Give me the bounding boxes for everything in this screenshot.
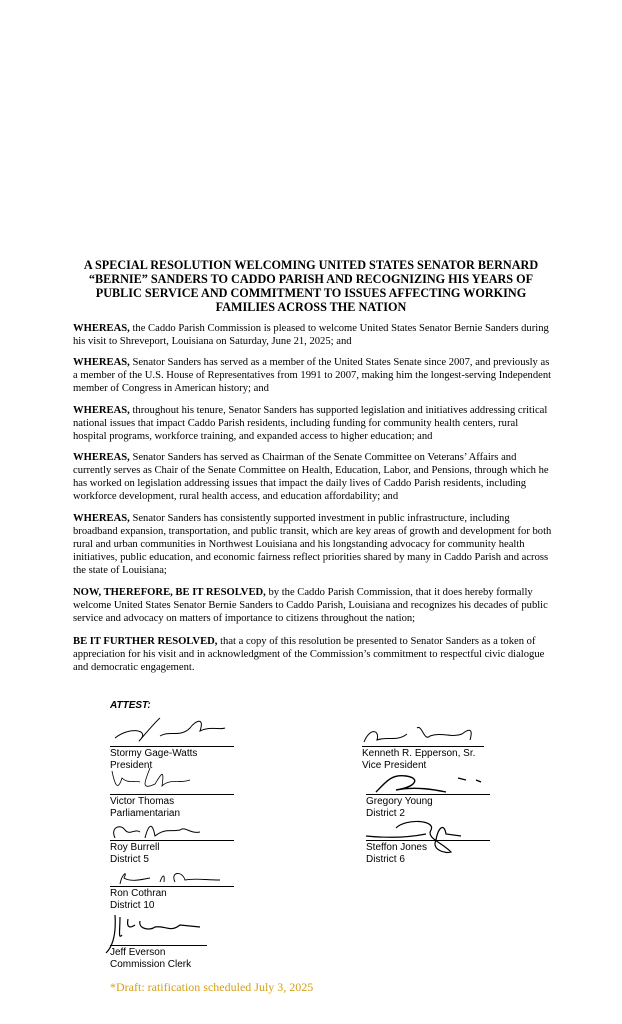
signatory-name: Roy Burrell: [110, 842, 160, 853]
signatory-name: Jeff Everson: [110, 947, 166, 958]
signature-image: [366, 772, 490, 794]
signature-image: [110, 766, 234, 794]
signatory-role: District 10: [110, 899, 155, 911]
paragraph-whereas-3: [73, 405, 553, 444]
signatory-role: District 5: [110, 853, 149, 865]
signature-block: [366, 840, 490, 865]
signature-block: [110, 945, 207, 970]
signature-image: [110, 915, 210, 955]
signature-image: [110, 818, 234, 840]
paragraph-resolved: [73, 587, 553, 626]
paragraph-text: that a copy of this resolution be presented to Senator Sanders as a token of appreciation for his visit and in acknowledgment of the Commission’s commitment to respectful civic dialogue and democratic engagement.: [73, 636, 545, 673]
paragraph-whereas-4: [73, 452, 553, 504]
signatory-role: District 6: [366, 853, 405, 865]
signature-block: [366, 794, 490, 819]
paragraph-lead: WHEREAS,: [73, 452, 130, 463]
paragraph-lead: WHEREAS,: [73, 405, 130, 416]
draft-note: *Draft: ratification scheduled July 3, 2025: [110, 980, 314, 994]
paragraph-text: by the Caddo Parish Commission, that it does hereby formally welcome United States Senator Bernie Sanders to Caddo Parish, Louisiana and recognizes his decades of public service and advocacy on matters of importance to citizens throughout the nation;: [73, 587, 548, 624]
paragraph-text: the Caddo Parish Commission is pleased to welcome United States Senator Bernie Sanders during his visit to Shreveport, Louisiana on Saturday, June 21, 2025; and: [73, 323, 549, 347]
paragraph-text: Senator Sanders has served as Chairman of the Senate Committee on Veterans’ Affairs and currently serves as Chair of the Senate Committee on Health, Education, Labor, and Pensions, through which he has worked on legislation addressing issues that impact the daily lives of Caddo Parish residents, including workforce development, rural health access, and education affordability; and: [73, 452, 549, 502]
paragraph-lead: BE IT FURTHER RESOLVED,: [73, 636, 218, 647]
signatory-name: Stormy Gage-Watts: [110, 748, 198, 759]
signatory-name: Gregory Young: [366, 796, 433, 807]
signatory-name: Steffon Jones: [366, 842, 427, 853]
paragraph-further-resolved: [73, 636, 553, 675]
paragraph-lead: WHEREAS,: [73, 357, 130, 368]
signature-image: [362, 722, 484, 746]
paragraph-lead: NOW, THEREFORE, BE IT RESOLVED,: [73, 587, 266, 598]
signature-block: [110, 886, 234, 911]
paragraph-whereas-1: [73, 323, 553, 349]
signature-block: [110, 840, 234, 865]
paragraph-text: Senator Sanders has consistently supported investment in public infrastructure, including broadband expansion, transportation, and public transit, which are key areas of growth and development for both rural and urban communities in Northwest Louisiana and his longstanding advocacy for community health initiatives, public education, and economic fairness reflect priorities shared by many in Caddo Parish and across the state of Louisiana;: [73, 513, 552, 576]
signatory-name: Victor Thomas: [110, 796, 175, 807]
paragraph-whereas-5: [73, 513, 553, 578]
signatory-name: Kenneth R. Epperson, Sr.: [362, 748, 476, 759]
paragraph-text: Senator Sanders has served as a member of the United States Senate since 2007, and previously as a member of the U.S. House of Representatives from 1991 to 2007, making him the longest-serving Independent member of Congress in American history; and: [73, 357, 552, 394]
signature-block: [110, 794, 234, 819]
signature-block: [362, 746, 484, 771]
signatory-role: President: [110, 759, 153, 771]
signatory-role: Vice President: [362, 759, 427, 771]
signatory-role: District 2: [366, 807, 405, 819]
signatory-role: Commission Clerk: [110, 958, 192, 970]
signature-image: [366, 820, 490, 854]
signature-image: [110, 868, 234, 886]
paragraph-lead: WHEREAS,: [73, 323, 130, 334]
attest-label: ATTEST:: [110, 700, 151, 711]
signature-image: [110, 716, 234, 746]
paragraph-text: throughout his tenure, Senator Sanders has supported legislation and initiatives addressing critical national issues that impact Caddo Parish residents, including funding for community health centers, rural hospital programs, workforce training, and expanded access to higher education; and: [73, 405, 548, 442]
signatory-role: Parliamentarian: [110, 807, 181, 819]
resolution-title: A SPECIAL RESOLUTION WELCOMING UNITED STATES SENATOR BERNARD “BERNIE” SANDERS TO CADDO PARISH AND RECOGNIZING HIS YEARS OF PUBLIC SERVICE AND COMMITMENT TO ISSUES AFFECTING WORKING FAMILIES ACROSS THE NATION: [83, 258, 539, 314]
signatory-name: Ron Cothran: [110, 888, 167, 899]
paragraph-whereas-2: [73, 357, 553, 396]
paragraph-lead: WHEREAS,: [73, 513, 130, 524]
